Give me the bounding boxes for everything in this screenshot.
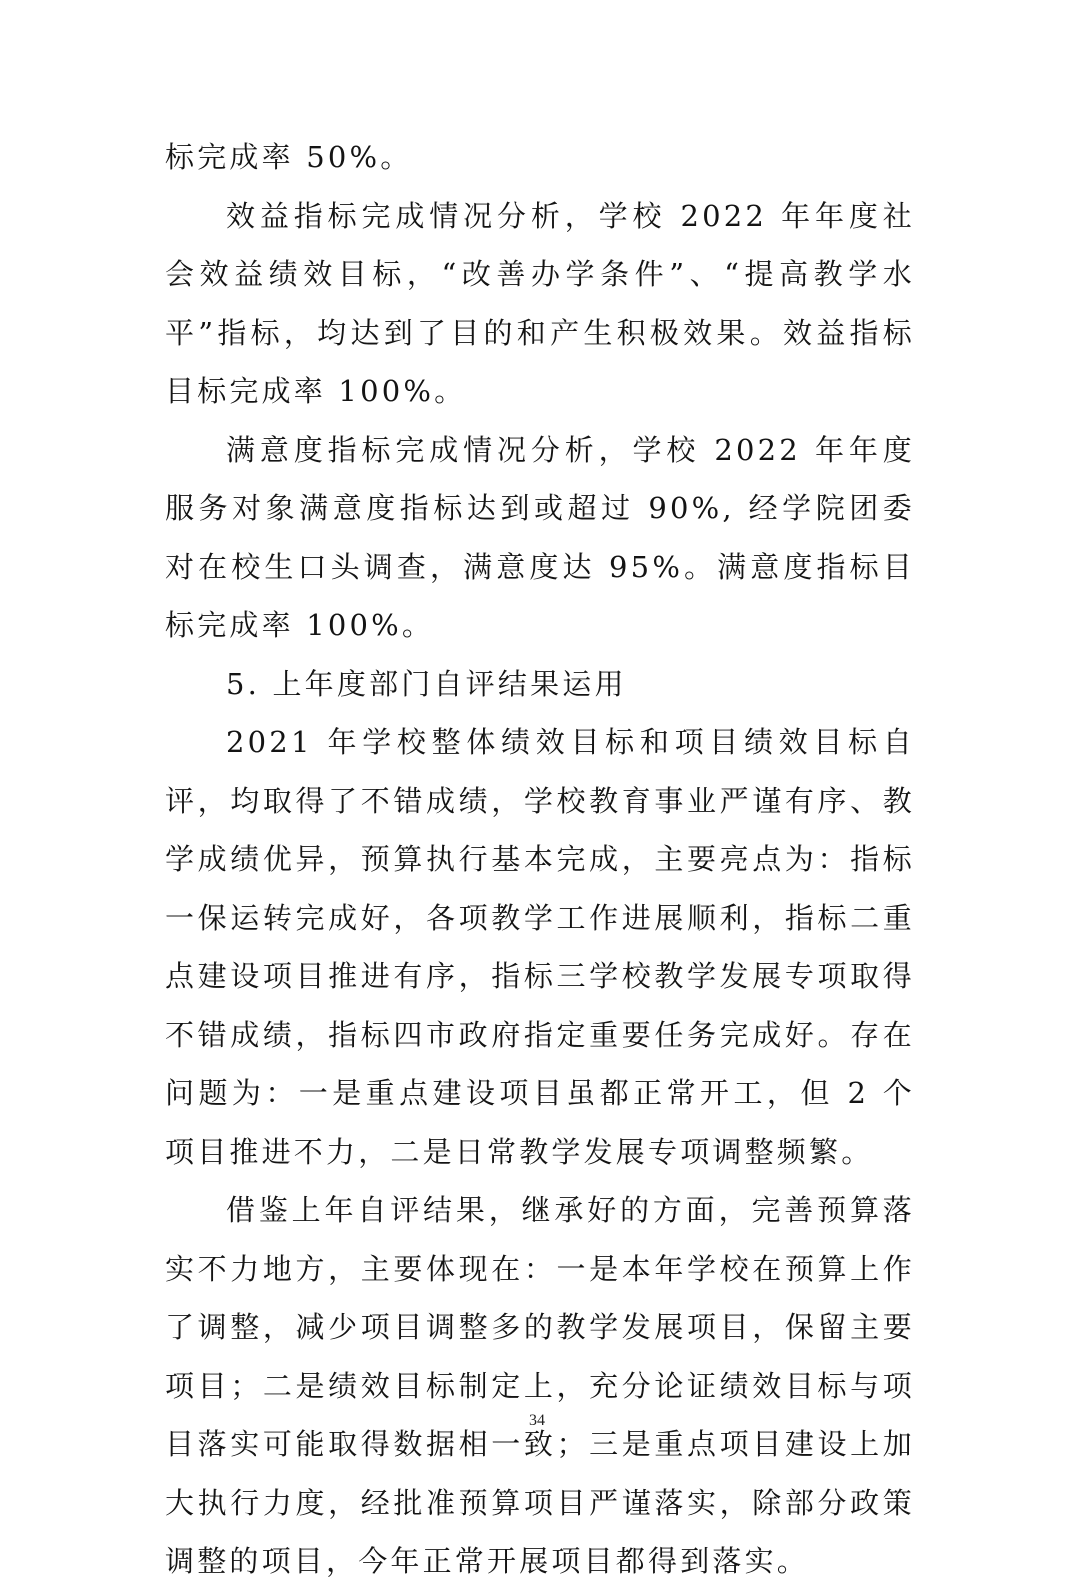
paragraph-improvements: 借鉴上年自评结果，继承好的方面，完善预算落实不力地方，主要体现在：一是本年学校在预算上作了调整，减少项目调整多的教学发展项目，保留主要项目；二是绩效目标制定上，充分论证绩效目标与项目落实可能取得数据相一致；三是重点项目建设上加大执行力度，经批准预算项目严谨落实，除部分政策调整的项目，今年正常开展项目都得到落实。 xyxy=(165,1193,915,1578)
body-text xyxy=(165,128,915,1591)
section-heading: 5. 上年度部门自评结果运用 xyxy=(226,666,627,701)
paragraph-benefit-indicators: 效益指标完成情况分析，学校 2022 年年度社会效益绩效目标，“改善办学条件”、“提高教学水平”指标，均达到了目的和产生积极效果。效益指标目标完成率 100%。 xyxy=(165,198,915,408)
paragraph-self-evaluation: 2021 年学校整体绩效目标和项目绩效目标自评，均取得了不错成绩，学校教育事业严谨有序、教学成绩优异，预算执行基本完成，主要亮点为：指标一保运转完成好，各项教学工作进展顺利，指标二重点建设项目推进有序，指标三学校教学发展专项取得不错成绩，指标四市政府指定重要任务完成好。存在问题为：一是重点建设项目虽都正常开工，但 2 个项目推进不力，二是日常教学发展专项调整频繁。 xyxy=(165,725,915,1169)
page-number: 34 xyxy=(529,1412,545,1429)
paragraph-satisfaction-indicators: 满意度指标完成情况分析，学校 2022 年年度服务对象满意度指标达到或超过 90%, 经学院团委对在校生口头调查，满意度达 95%。满意度指标目标完成率 100%。 xyxy=(165,432,915,642)
paragraph-continuation: 标完成率 50%。 xyxy=(165,140,413,174)
